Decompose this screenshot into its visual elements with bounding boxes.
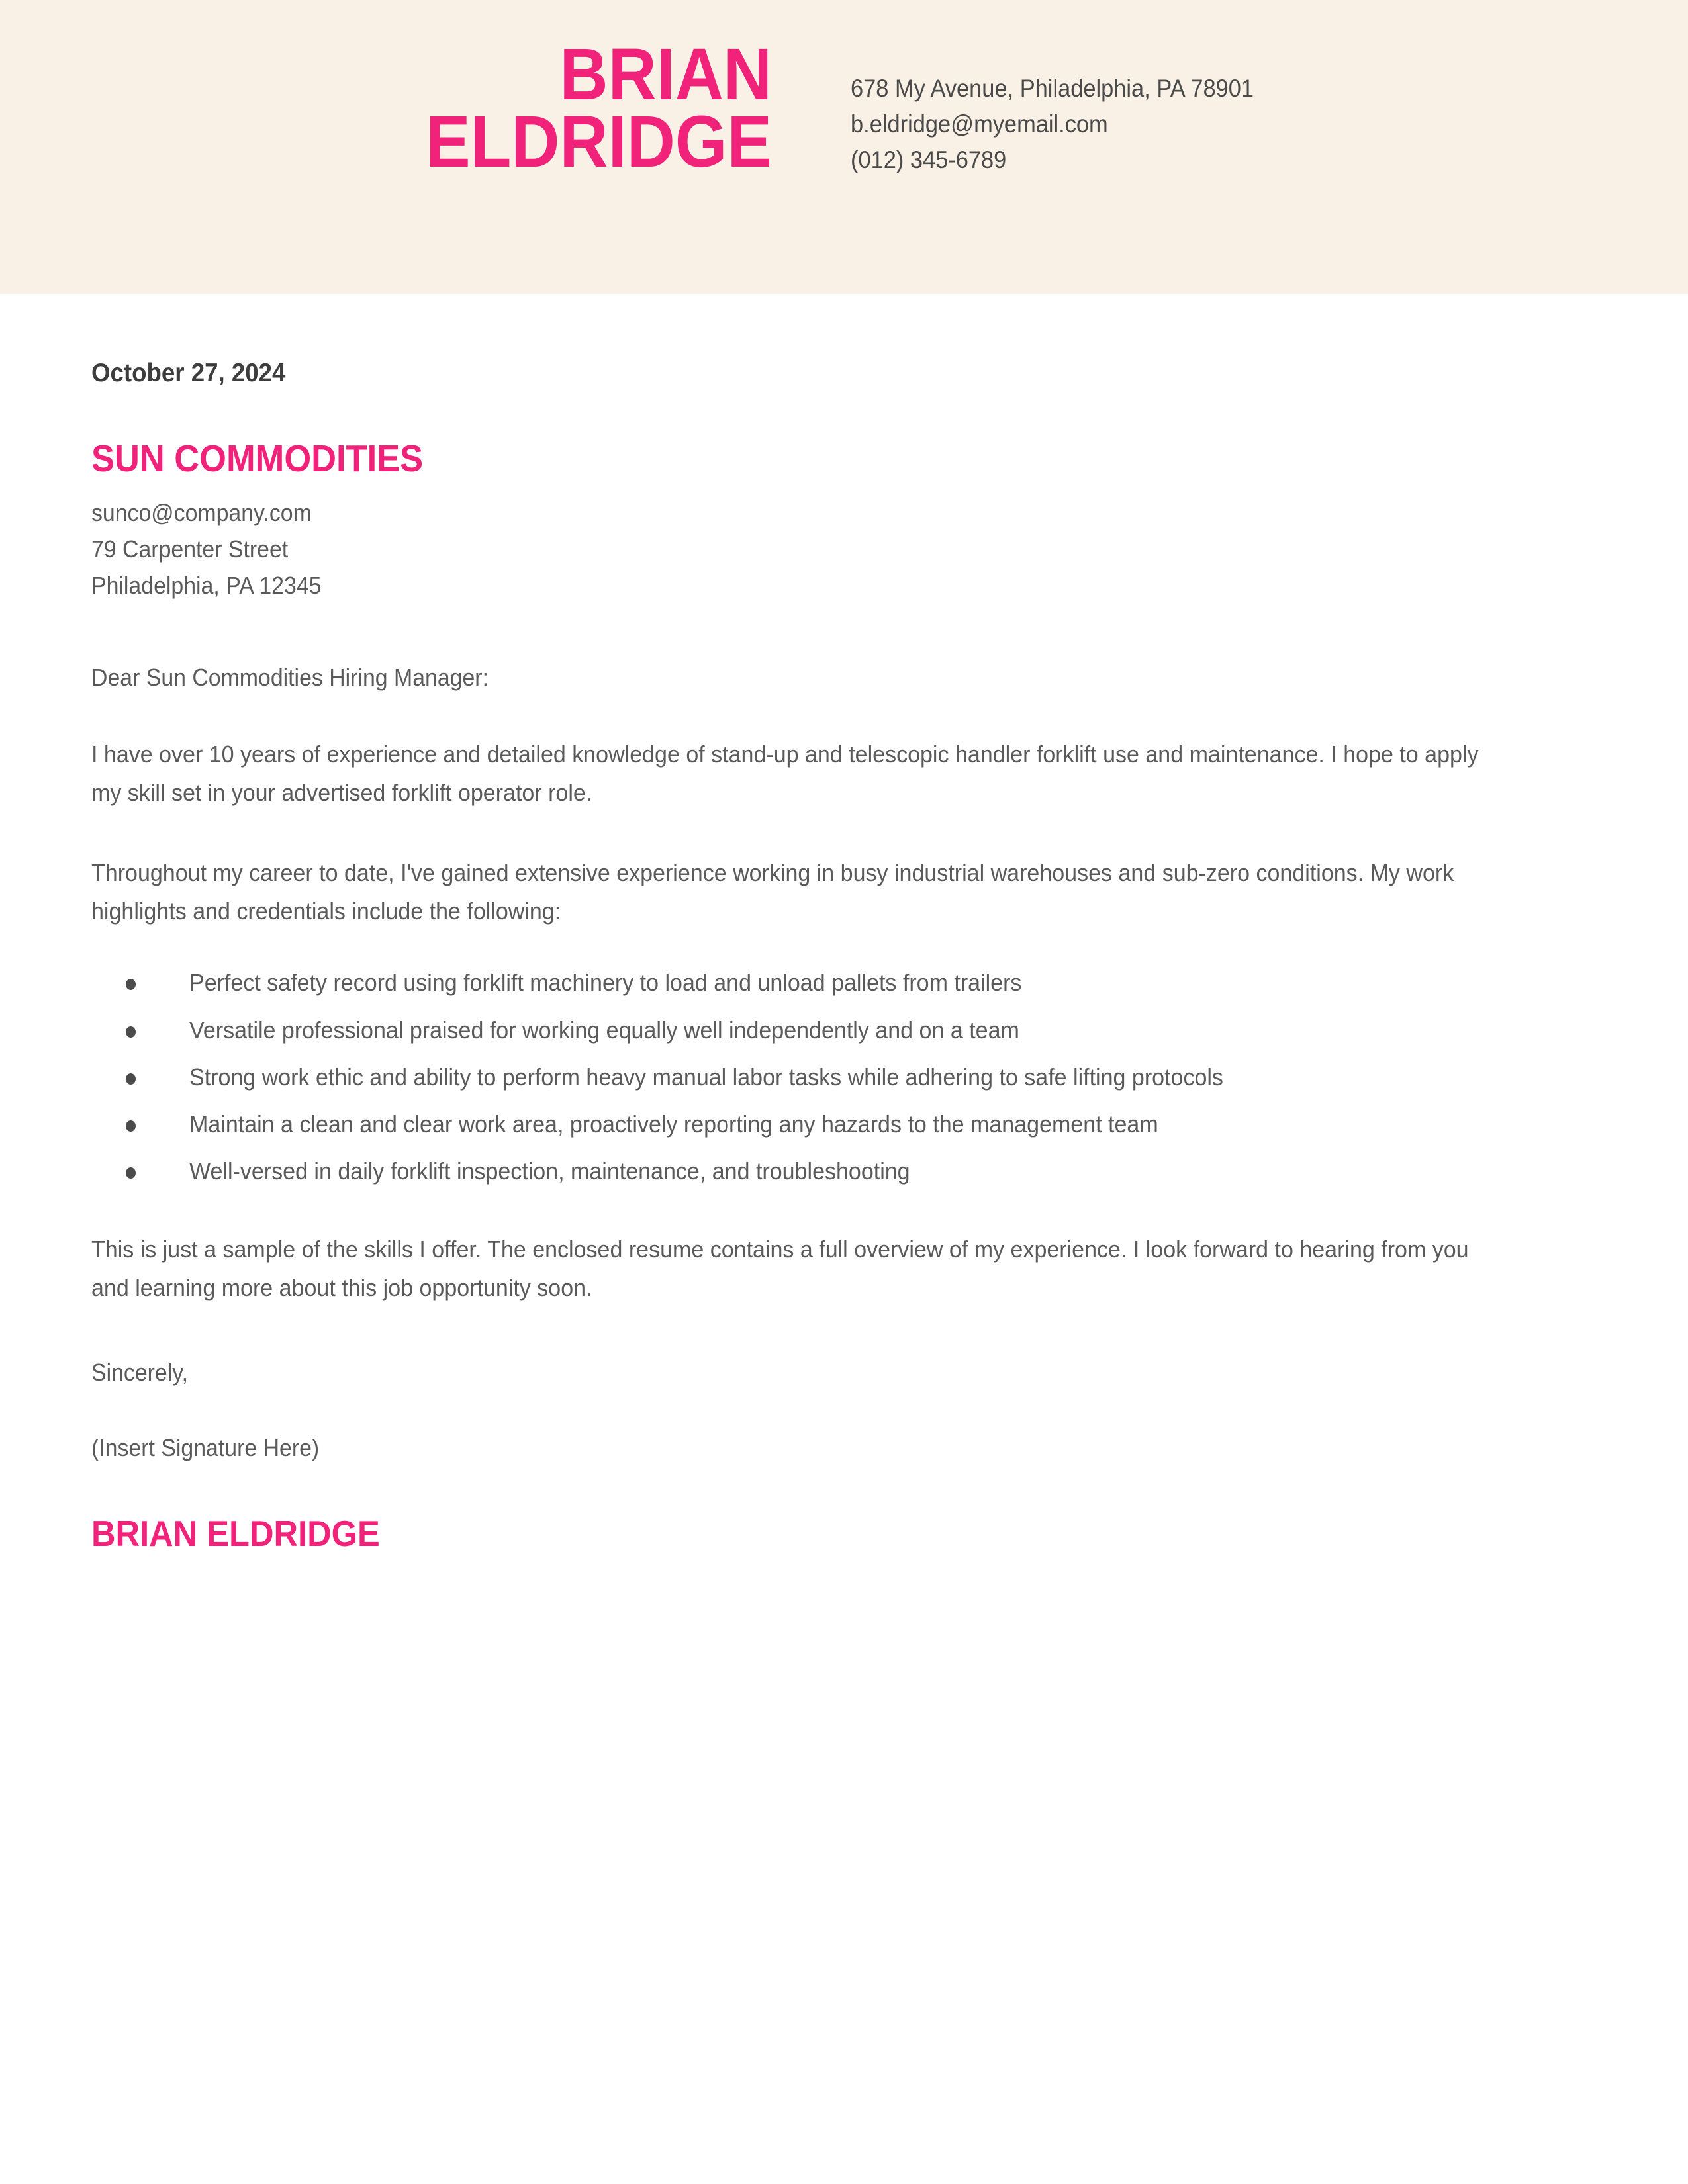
list-item-text: Strong work ethic and ability to perform heavy manual labor tasks while adhering to safe lifting protocols: [189, 1063, 1223, 1091]
qualifications-list: [91, 965, 1601, 1189]
letterhead-content: [0, 0, 1688, 294]
signature-name: BRIAN ELDRIDGE: [91, 1513, 380, 1555]
applicant-first-name: BRIAN: [559, 34, 772, 115]
applicant-phone[interactable]: (012) 345-6789: [851, 146, 1007, 174]
list-item: [91, 1013, 1601, 1048]
letter-body: [91, 294, 1601, 1554]
letter-closing: Sincerely,: [91, 1359, 189, 1387]
list-item-text: Versatile professional praised for working equally well independently and on a team: [189, 1016, 1019, 1044]
bullet-dot-icon: [126, 1167, 136, 1179]
bullet-dot-icon: [126, 1026, 136, 1038]
list-item: [91, 1060, 1601, 1095]
list-item-text: Well-versed in daily forklift inspection, maintenance, and troubleshooting: [189, 1158, 910, 1185]
recipient-street: 79 Carpenter Street: [91, 535, 289, 563]
applicant-email[interactable]: b.eldridge@myemail.com: [851, 111, 1108, 138]
letter-salutation: Dear Sun Commodities Hiring Manager:: [91, 663, 489, 691]
applicant-address: 678 My Avenue, Philadelphia, PA 78901: [851, 75, 1254, 102]
applicant-contact-block: [851, 71, 1284, 178]
letterhead-banner: [0, 0, 1688, 294]
list-item: [91, 965, 1601, 1000]
bullet-dot-icon: [126, 1120, 136, 1132]
signature-placeholder: (Insert Signature Here): [91, 1433, 320, 1461]
bullet-dot-icon: [126, 1073, 136, 1085]
recipient-email[interactable]: sunco@company.com: [91, 499, 312, 527]
recipient-address-block: [91, 495, 1601, 604]
list-item-text: Perfect safety record using forklift machinery to load and unload pallets from trailers: [189, 969, 1022, 997]
applicant-name-block: [265, 34, 772, 183]
applicant-last-name: ELDRIDGE: [426, 101, 772, 183]
list-item: [91, 1107, 1601, 1142]
list-item-text: Maintain a clean and clear work area, proactively reporting any hazards to the management team: [189, 1111, 1158, 1138]
recipient-company-name: SUN COMMODITIES: [91, 437, 424, 480]
recipient-city-state-zip: Philadelphia, PA 12345: [91, 571, 322, 599]
list-item: [91, 1154, 1601, 1189]
bullet-dot-icon: [126, 979, 136, 990]
letter-paragraph-2: Throughout my career to date, I've gained extensive experience working in busy industrial warehouses and sub-zero conditions. My work highlights and credentials include the following:: [91, 858, 1454, 925]
letter-paragraph-3: This is just a sample of the skills I offer. The enclosed resume contains a full overview of my experience. I look forward to hearing from you and learning more about this job opportunity soon.: [91, 1235, 1469, 1301]
letter-paragraph-1: I have over 10 years of experience and detailed knowledge of stand-up and telescopic handler forklift use and maintenance. I hope to apply my skill set in your advertised forklift operator role.: [91, 741, 1479, 807]
letter-date: October 27, 2024: [91, 359, 286, 387]
